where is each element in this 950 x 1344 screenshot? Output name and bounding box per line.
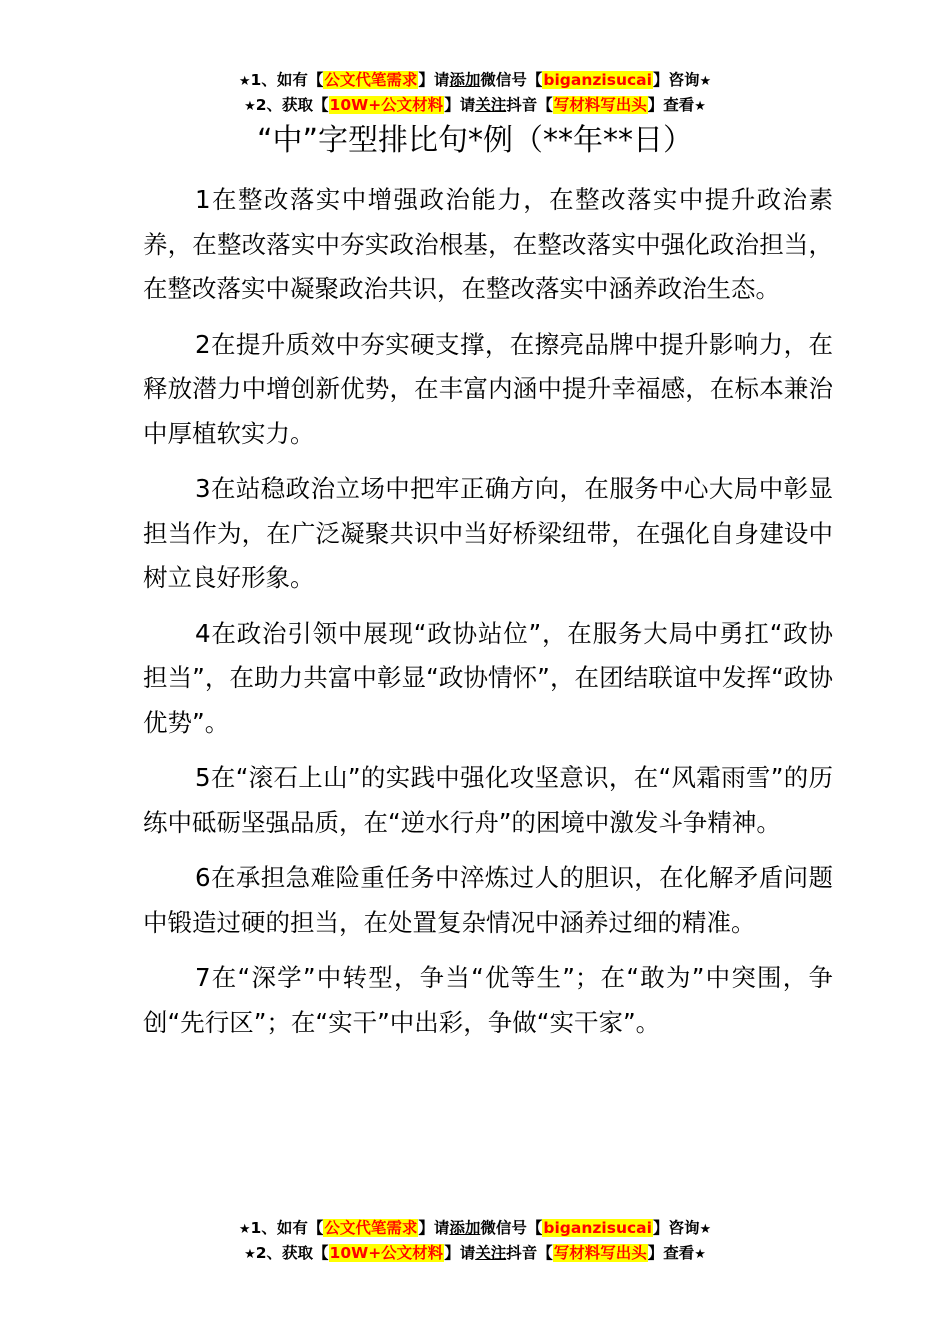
promo-text: 微信号【 bbox=[480, 1219, 543, 1237]
star-icon: ★ bbox=[238, 1222, 251, 1237]
star-icon: ★ bbox=[694, 1247, 706, 1262]
star-icon: ★ bbox=[699, 74, 712, 89]
paragraph-7: 7在“深学”中转型，争当“优等生”；在“敢为”中突围，争创“先行区”；在“实干”中出彩，争做“实干家”。 bbox=[143, 963, 833, 1037]
promo-header-line-1 bbox=[0, 68, 950, 93]
star-icon: ★ bbox=[244, 99, 256, 114]
promo-text: 2、获取【 bbox=[255, 1244, 329, 1262]
paragraph-3: 3在站稳政治立场中把牢正确方向，在服务中心大局中彰显担当作为，在广泛凝聚共识中当好桥梁纽带，在强化自身建设中树立良好形象。 bbox=[143, 474, 833, 592]
paragraph-6: 6在承担急难险重任务中淬炼过人的胆识，在化解矛盾问题中锻造过硬的担当，在处置复杂情况中涵养过细的精准。 bbox=[143, 863, 833, 937]
promo-underline-follow: 关注 bbox=[475, 96, 507, 114]
star-icon: ★ bbox=[694, 99, 706, 114]
promo-underline-add: 添加 bbox=[449, 1219, 481, 1237]
paragraph-4: 4在政治引领中展现“政协站位”，在服务大局中勇扛“政协担当”，在助力共富中彰显“政协情怀”，在团结联谊中发挥“政协优势”。 bbox=[143, 618, 833, 737]
promo-text: 抖音【 bbox=[506, 96, 553, 114]
promo-text: 】请 bbox=[444, 96, 476, 114]
paragraph-5: 5在“滚石上山”的实践中强化攻坚意识，在“风霜雨雪”的历练中砥砺坚强品质，在“逆水行舟”的困境中激发斗争精神。 bbox=[143, 763, 833, 837]
promo-highlight-service: 公文代笔需求 bbox=[324, 1219, 418, 1237]
paragraph-1: 1在整改落实中增强政治能力，在整改落实中提升政治素养，在整改落实中夯实政治根基，在整改落实中强化政治担当，在整改落实中凝聚政治共识，在整改落实中涵养政治生态。 bbox=[143, 185, 833, 303]
promo-underline-follow: 关注 bbox=[475, 1244, 507, 1262]
document-title: “中”字型排比句*例（**年**日） bbox=[256, 123, 694, 158]
promo-text: 】请 bbox=[418, 71, 450, 89]
promo-highlight-service: 公文代笔需求 bbox=[324, 71, 418, 89]
promo-text: 】查看 bbox=[647, 1244, 695, 1262]
promo-footer-line-2 bbox=[0, 1241, 950, 1266]
promo-highlight-douyin-id: 写材料写出头 bbox=[553, 96, 647, 114]
star-icon: ★ bbox=[699, 1222, 712, 1237]
promo-header bbox=[0, 68, 950, 118]
promo-underline-add: 添加 bbox=[449, 71, 481, 89]
promo-highlight-materials: 10W+公文材料 bbox=[329, 1244, 444, 1262]
promo-highlight-douyin-id: 写材料写出头 bbox=[553, 1244, 647, 1262]
paragraph-2: 2在提升质效中夯实硬支撑，在擦亮品牌中提升影响力，在释放潜力中增创新优势，在丰富内涵中提升幸福感，在标本兼治中厚植软实力。 bbox=[143, 329, 833, 448]
promo-text: 2、获取【 bbox=[255, 96, 329, 114]
promo-header-line-2 bbox=[0, 93, 950, 118]
promo-text: 抖音【 bbox=[506, 1244, 553, 1262]
star-icon: ★ bbox=[238, 74, 251, 89]
promo-footer bbox=[0, 1216, 950, 1266]
promo-text: 】咨询 bbox=[652, 71, 700, 89]
promo-text: 】查看 bbox=[647, 96, 695, 114]
document-body bbox=[143, 178, 833, 1056]
promo-footer-line-1 bbox=[0, 1216, 950, 1241]
promo-text: 1、如有【 bbox=[250, 71, 324, 89]
promo-highlight-wechat-id: biganzisucai bbox=[543, 71, 652, 89]
promo-highlight-wechat-id: biganzisucai bbox=[543, 1219, 652, 1237]
star-icon: ★ bbox=[244, 1247, 256, 1262]
promo-text: 1、如有【 bbox=[250, 1219, 324, 1237]
promo-text: 】咨询 bbox=[652, 1219, 700, 1237]
promo-text: 】请 bbox=[418, 1219, 450, 1237]
promo-highlight-materials: 10W+公文材料 bbox=[329, 96, 444, 114]
promo-text: 微信号【 bbox=[480, 71, 543, 89]
promo-text: 】请 bbox=[444, 1244, 476, 1262]
